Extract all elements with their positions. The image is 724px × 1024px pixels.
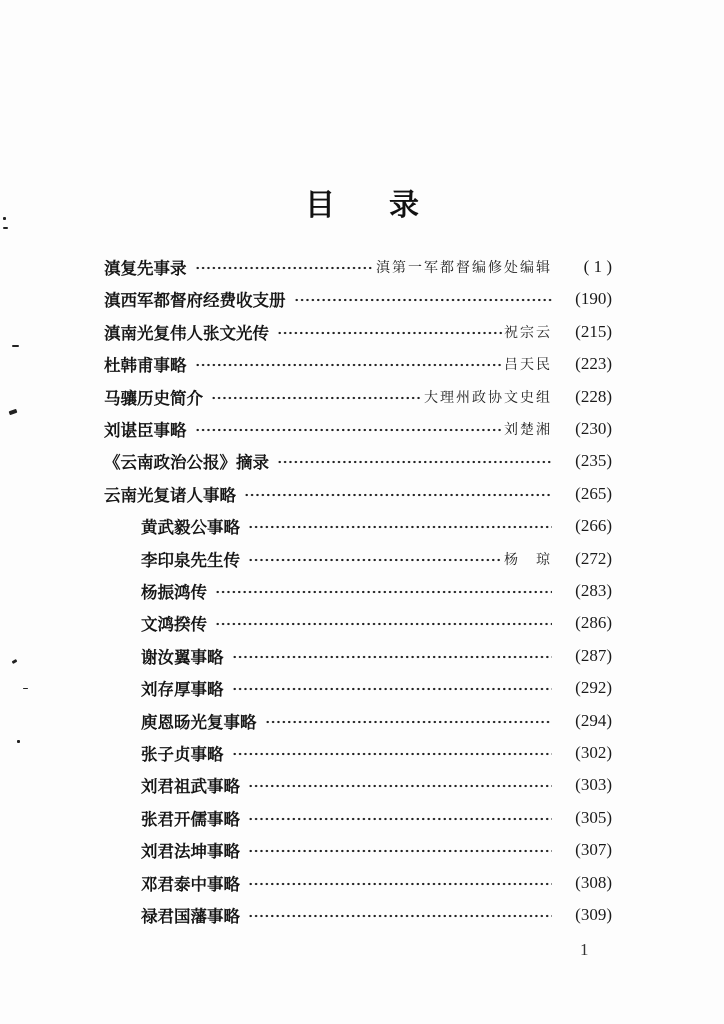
scan-speck: [12, 345, 19, 347]
dot-leader: [215, 622, 552, 626]
scan-speck: [3, 217, 6, 220]
toc-entry[interactable]: [141, 771, 612, 799]
toc-entry-page: (228): [575, 386, 612, 406]
scan-speck: [12, 659, 18, 664]
toc-entry[interactable]: [141, 545, 612, 573]
toc-entry-title: 禄君国藩事略: [141, 907, 240, 926]
toc-entry[interactable]: [141, 707, 612, 735]
toc-entry-title: 张君开儒事略: [141, 809, 240, 829]
dot-leader: [232, 655, 553, 659]
toc-entry-title: 《云南政治公报》摘录: [104, 453, 269, 473]
page-number: 1: [580, 940, 589, 959]
toc-entry-author: 大理州政协文史组: [424, 389, 552, 406]
toc-entry-page: (265): [575, 483, 612, 503]
toc-entry-author: 吕天民: [504, 357, 552, 374]
dot-leader: [248, 849, 552, 853]
toc-entry-page: (307): [575, 840, 612, 860]
toc-entry-title: 谢汝翼事略: [141, 647, 224, 667]
toc-entry-author: 滇第一军都督编修处编辑: [376, 260, 552, 276]
toc-entry[interactable]: [104, 383, 612, 411]
dot-leader: [232, 752, 553, 756]
toc-entry-title: 滇西军都督府经费收支册: [104, 291, 286, 311]
dot-leader: [215, 590, 552, 594]
dot-leader: [248, 882, 552, 886]
toc-entry[interactable]: [104, 350, 612, 378]
dot-leader: [195, 428, 503, 432]
toc-entry-page: (303): [575, 775, 612, 795]
toc-entry-title: 庾恩旸光复事略: [141, 712, 257, 732]
toc-entry-title: 张子贞事略: [141, 745, 224, 764]
toc-entry[interactable]: [104, 480, 612, 508]
page-title-char-2: 录: [389, 188, 419, 223]
dot-leader: [277, 331, 502, 335]
toc-entry[interactable]: [141, 642, 612, 670]
dot-leader: [232, 687, 553, 691]
scan-speck: [9, 409, 18, 415]
toc-entry-page: (235): [575, 451, 612, 471]
toc-entry-author: 杨 琼: [504, 551, 552, 568]
toc-entry[interactable]: [104, 318, 612, 346]
toc-entry-title: 马骧历史简介: [104, 388, 203, 408]
toc-entry-page: (223): [575, 354, 612, 374]
dot-leader: [244, 493, 552, 497]
toc-entry-title: 李印泉先生传: [141, 550, 240, 570]
toc-entry-title: 杨振鸿传: [141, 583, 207, 602]
toc-entry[interactable]: [104, 285, 612, 313]
scan-speck: [23, 688, 28, 689]
toc-entry-title: 滇南光复伟人张文光传: [104, 323, 269, 343]
toc-entry-title: 云南光复诸人事略: [104, 485, 236, 505]
toc-entry-page: (266): [575, 516, 612, 536]
page-title: [0, 180, 724, 224]
toc-entry[interactable]: [141, 869, 612, 897]
scan-speck: [3, 227, 8, 229]
toc-entry-title: 滇复先事录: [104, 259, 187, 278]
dot-leader: [211, 396, 422, 400]
toc-entry-page: (230): [575, 419, 612, 438]
dot-leader: [294, 298, 553, 302]
toc-entry[interactable]: [141, 836, 612, 864]
toc-entry[interactable]: [141, 674, 612, 702]
dot-leader: [248, 914, 552, 918]
toc-entry[interactable]: [141, 739, 612, 767]
toc-entry-title: 杜韩甫事略: [104, 356, 187, 376]
scan-speck: [17, 740, 20, 743]
toc-entry-page: (305): [575, 807, 612, 827]
dot-leader: [277, 460, 552, 464]
toc-entry-title: 刘谌臣事略: [104, 421, 187, 440]
toc-entry-author: 刘楚湘: [504, 422, 552, 438]
toc-entry[interactable]: [104, 253, 612, 281]
toc-entry-title: 邓君泰中事略: [141, 874, 240, 894]
toc-entry-title: 刘存厚事略: [141, 680, 224, 700]
toc-entry-author: 祝宗云: [504, 324, 552, 341]
toc-entry-title: 刘君法坤事略: [141, 842, 240, 862]
dot-leader: [248, 784, 552, 788]
dot-leader: [265, 720, 553, 724]
toc-entry-page: (287): [575, 645, 612, 665]
dot-leader: [195, 266, 375, 270]
toc-entry-page: (190): [575, 289, 612, 309]
page-title-char-1: 目: [305, 188, 335, 223]
toc-entry-page: ( 1 ): [583, 257, 612, 276]
toc-entry-title: 文鸿揆传: [141, 615, 207, 635]
dot-leader: [195, 363, 503, 367]
toc-entry-page: (283): [575, 581, 612, 600]
toc-entry-page: (272): [575, 548, 612, 568]
toc-entry[interactable]: [104, 447, 612, 475]
toc-entry[interactable]: [104, 415, 612, 443]
toc-entry[interactable]: [141, 804, 612, 832]
toc-entry[interactable]: [141, 512, 612, 540]
toc-entry-page: (302): [575, 743, 612, 762]
toc-entry-page: (308): [575, 872, 612, 892]
toc-entry-page: (294): [575, 710, 612, 730]
toc-entry-page: (292): [575, 678, 612, 698]
toc-entry[interactable]: [141, 901, 612, 929]
toc-entry-page: (309): [575, 905, 612, 924]
dot-leader: [248, 525, 552, 529]
toc-entry[interactable]: [141, 577, 612, 605]
dot-leader: [248, 558, 502, 562]
toc-entry-title: 刘君祖武事略: [141, 777, 240, 797]
toc-entry-page: (286): [575, 613, 612, 633]
toc-entry-page: (215): [575, 321, 612, 341]
toc-entry-title: 黄武毅公事略: [141, 518, 240, 538]
toc-entry[interactable]: [141, 609, 612, 637]
dot-leader: [248, 817, 552, 821]
